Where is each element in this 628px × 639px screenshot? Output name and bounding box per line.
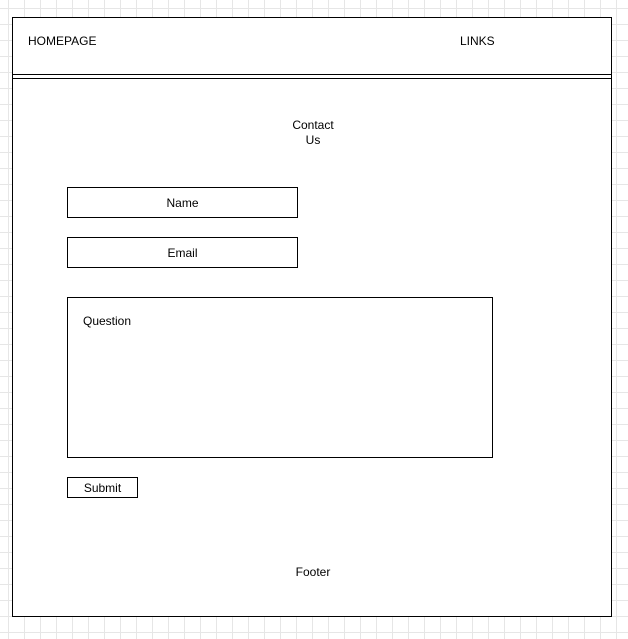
question-field[interactable] xyxy=(67,297,493,458)
page-title: Contact Us xyxy=(292,118,334,147)
email-field[interactable] xyxy=(67,237,298,268)
header-divider-top xyxy=(13,74,611,75)
footer: Footer xyxy=(295,565,331,579)
nav-links-link[interactable]: LINKS xyxy=(460,34,495,48)
page-frame xyxy=(12,17,612,617)
nav-homepage-link[interactable]: HOMEPAGE xyxy=(28,34,97,48)
header-divider-bottom xyxy=(13,78,611,79)
submit-button[interactable]: Submit xyxy=(67,477,138,498)
name-field[interactable] xyxy=(67,187,298,218)
